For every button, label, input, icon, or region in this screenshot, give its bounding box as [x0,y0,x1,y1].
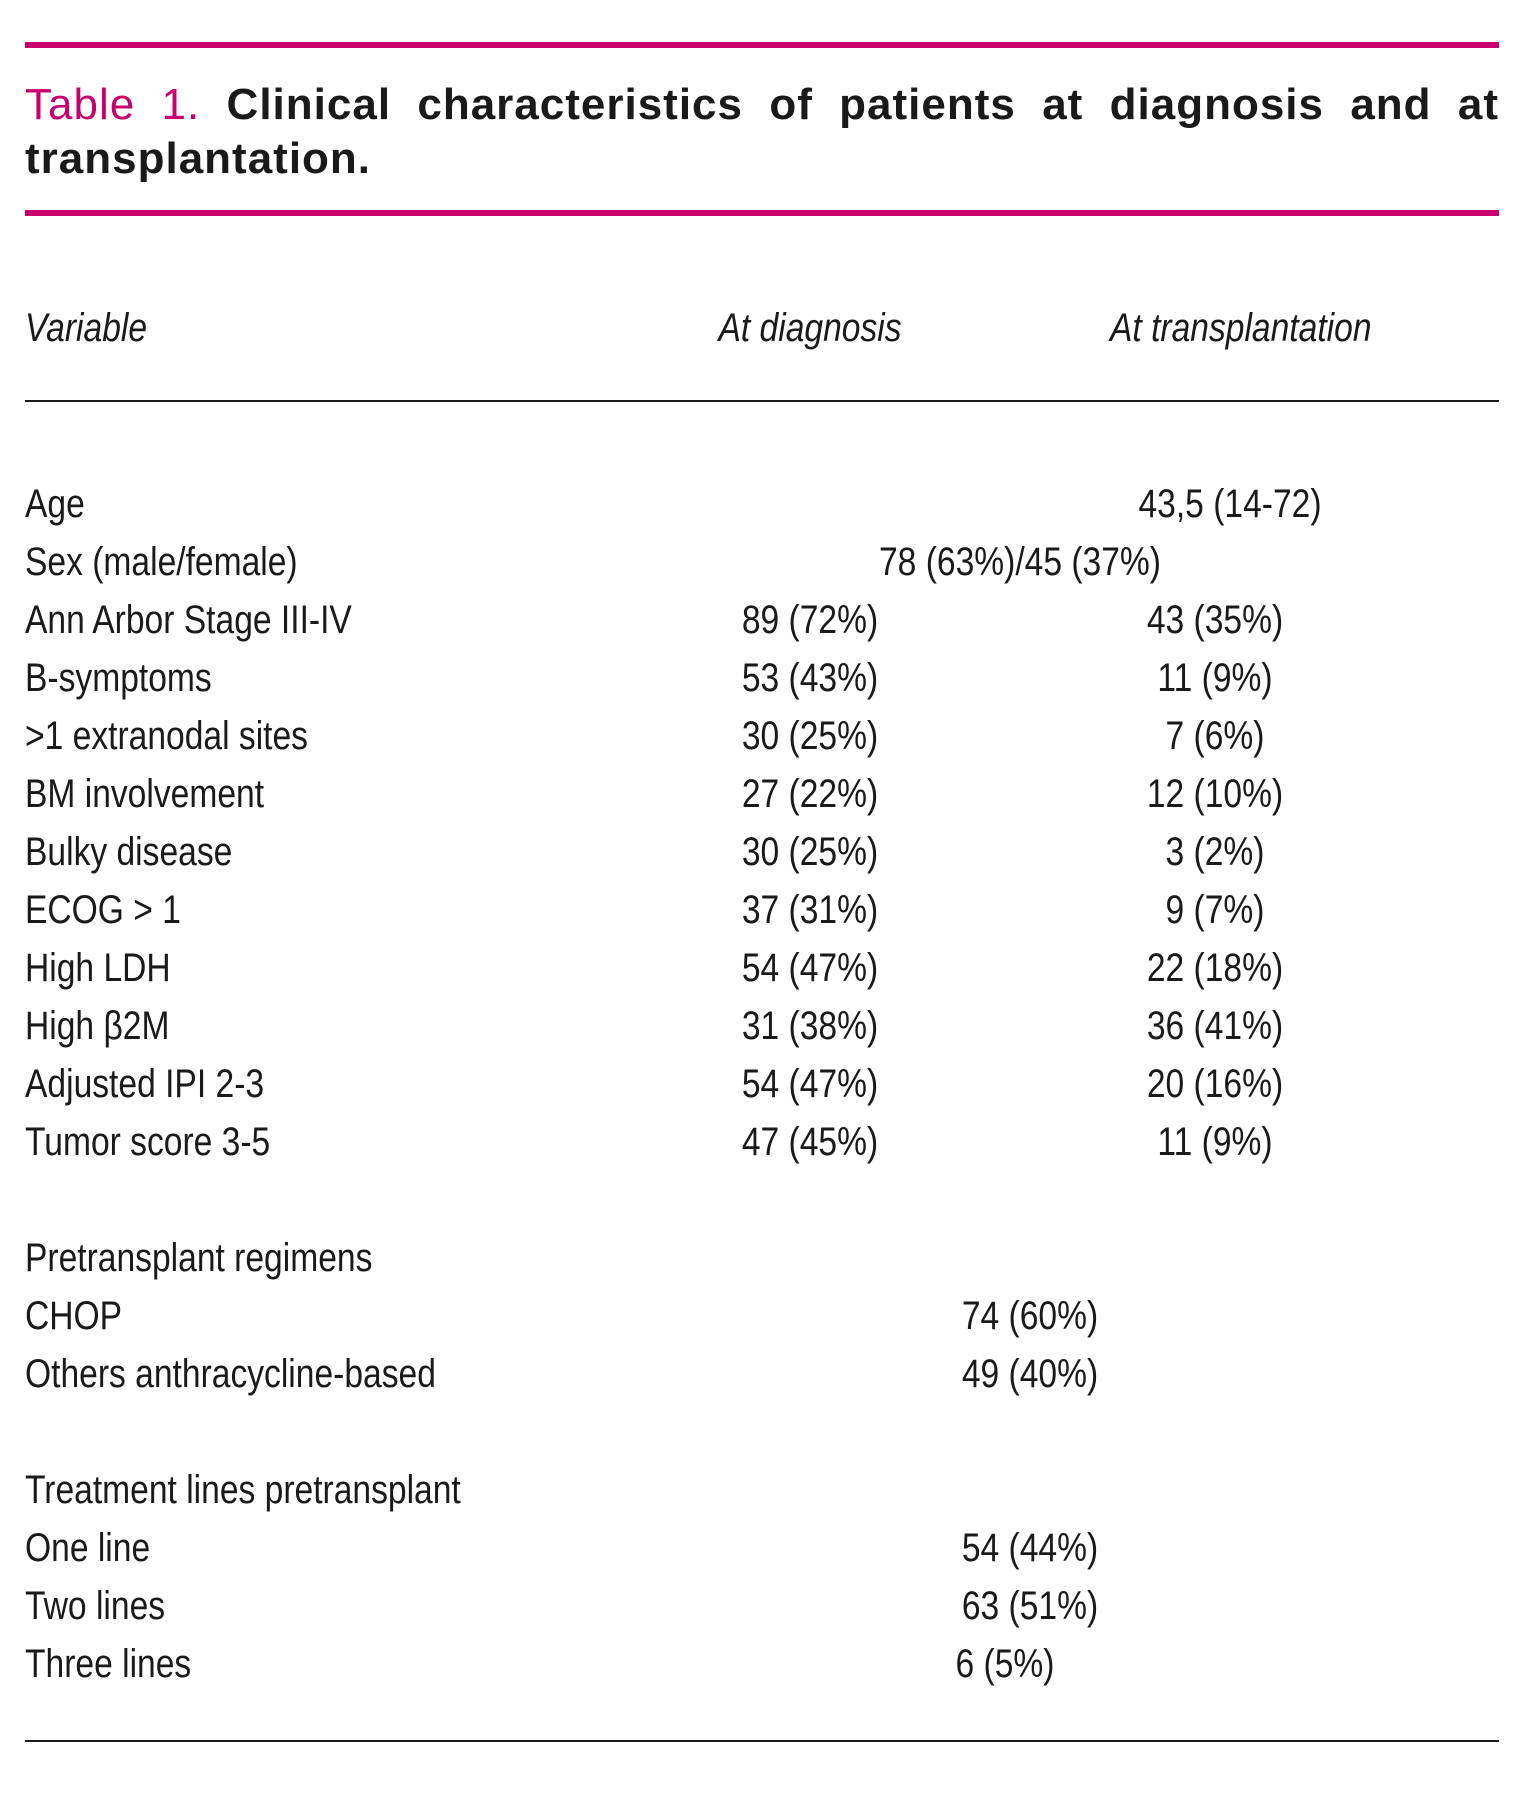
bottom-rule [25,1740,1499,1742]
cell-age-transplantation: 43,5 (14-72) [1138,482,1322,526]
row-label-adjusted-ipi: Adjusted IPI 2-3 [25,1062,265,1106]
cell-stage-transplantation: 43 (35%) [1146,598,1284,642]
row-label-ecog: ECOG > 1 [25,888,181,932]
cell-three-lines: 6 (5%) [955,1642,1055,1686]
section-heading-regimens: Pretransplant regimens [25,1236,373,1280]
table-caption [25,78,1499,186]
row-label-bm-involvement: BM involvement [25,772,265,816]
row-label-extranodal: >1 extranodal sites [25,714,308,758]
cell-b-symptoms-transplantation: 11 (9%) [1157,656,1273,700]
row-label-age: Age [25,482,85,526]
cell-b2m-transplantation: 36 (41%) [1146,1004,1284,1048]
row-label-b-symptoms: B-symptoms [25,656,212,700]
cell-tumor-diagnosis: 47 (45%) [741,1120,879,1164]
cell-bulky-diagnosis: 30 (25%) [741,830,879,874]
cell-two-lines: 63 (51%) [961,1584,1099,1628]
cell-extranodal-diagnosis: 30 (25%) [741,714,879,758]
header-at-transplantation: At transplantation [1110,306,1372,350]
cell-one-line: 54 (44%) [961,1526,1099,1570]
top-accent-rule [25,42,1499,48]
row-label-high-ldh: High LDH [25,946,171,990]
cell-ecog-diagnosis: 37 (31%) [741,888,879,932]
cell-ldh-transplantation: 22 (18%) [1146,946,1284,990]
cell-extranodal-transplantation: 7 (6%) [1165,714,1265,758]
table-title: Clinical characteristics of patients at diagnosis and at transplantation. [25,80,1499,183]
section-heading-treatment-lines: Treatment lines pretransplant [25,1468,461,1512]
cell-bulky-transplantation: 3 (2%) [1165,830,1265,874]
cell-ecog-transplantation: 9 (7%) [1165,888,1265,932]
row-label-stage: Ann Arbor Stage III-IV [25,598,352,642]
row-label-two-lines: Two lines [25,1584,166,1628]
cell-b2m-diagnosis: 31 (38%) [741,1004,879,1048]
header-variable: Variable [25,306,148,350]
cell-sex-combined: 78 (63%)/45 (37%) [878,540,1162,584]
row-label-high-b2m: High β2M [25,1004,170,1048]
cell-bm-transplantation: 12 (10%) [1146,772,1284,816]
row-label-others-anthracycline: Others anthracycline-based [25,1352,436,1396]
row-label-bulky-disease: Bulky disease [25,830,233,874]
cell-tumor-transplantation: 11 (9%) [1157,1120,1273,1164]
table-label: Table 1. [25,80,201,129]
row-label-one-line: One line [25,1526,151,1570]
row-label-three-lines: Three lines [25,1642,192,1686]
cell-ipi-transplantation: 20 (16%) [1146,1062,1284,1106]
header-rule [25,400,1499,402]
cell-chop: 74 (60%) [961,1294,1099,1338]
cell-ipi-diagnosis: 54 (47%) [741,1062,879,1106]
cell-ldh-diagnosis: 54 (47%) [741,946,879,990]
cell-bm-diagnosis: 27 (22%) [741,772,879,816]
row-label-chop: CHOP [25,1294,123,1338]
cell-stage-diagnosis: 89 (72%) [741,598,879,642]
caption-bottom-rule [25,210,1499,216]
cell-others-anthracycline: 49 (40%) [961,1352,1099,1396]
cell-b-symptoms-diagnosis: 53 (43%) [741,656,879,700]
header-at-diagnosis: At diagnosis [718,306,902,350]
row-label-tumor-score: Tumor score 3-5 [25,1120,271,1164]
row-label-sex: Sex (male/female) [25,540,298,584]
